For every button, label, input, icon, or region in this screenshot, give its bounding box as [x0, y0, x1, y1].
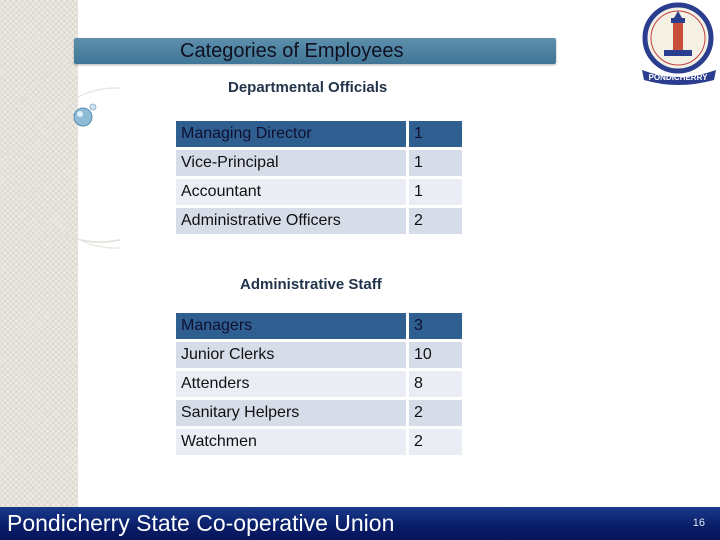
- title-bar: [74, 38, 556, 64]
- role-cell: Junior Clerks: [176, 342, 406, 368]
- count-cell: 1: [406, 179, 462, 205]
- count-cell: 2: [406, 429, 462, 455]
- departmental-table: [176, 118, 462, 237]
- table-row: [176, 371, 462, 397]
- count-cell: 3: [406, 313, 462, 339]
- role-cell: Attenders: [176, 371, 406, 397]
- role-cell: Managing Director: [176, 121, 406, 147]
- table-row: [176, 179, 462, 205]
- footer-bar: [0, 507, 720, 540]
- role-cell: Administrative Officers: [176, 208, 406, 234]
- role-cell: Vice-Principal: [176, 150, 406, 176]
- count-cell: 10: [406, 342, 462, 368]
- table-row: [176, 342, 462, 368]
- role-cell: Sanitary Helpers: [176, 400, 406, 426]
- administrative-table: [176, 310, 462, 458]
- count-cell: 1: [406, 150, 462, 176]
- organization-name: Pondicherry State Co-operative Union: [7, 510, 395, 536]
- table-row: [176, 313, 462, 339]
- departmental-heading: Departmental Officials: [228, 79, 388, 96]
- count-cell: 2: [406, 208, 462, 234]
- table-row: [176, 121, 462, 147]
- slide-title: Categories of Employees: [180, 40, 404, 62]
- administrative-heading: Administrative Staff: [240, 276, 382, 293]
- lighthouse-emblem-icon: [638, 0, 720, 86]
- table-row: [176, 150, 462, 176]
- table-row: [176, 400, 462, 426]
- table-row: [176, 429, 462, 455]
- table-row: [176, 208, 462, 234]
- role-cell: Managers: [176, 313, 406, 339]
- count-cell: 1: [406, 121, 462, 147]
- count-cell: 8: [406, 371, 462, 397]
- count-cell: 2: [406, 400, 462, 426]
- role-cell: Watchmen: [176, 429, 406, 455]
- logo-text: PONDICHERRY: [648, 73, 708, 82]
- role-cell: Accountant: [176, 179, 406, 205]
- page-number: 16: [692, 517, 705, 529]
